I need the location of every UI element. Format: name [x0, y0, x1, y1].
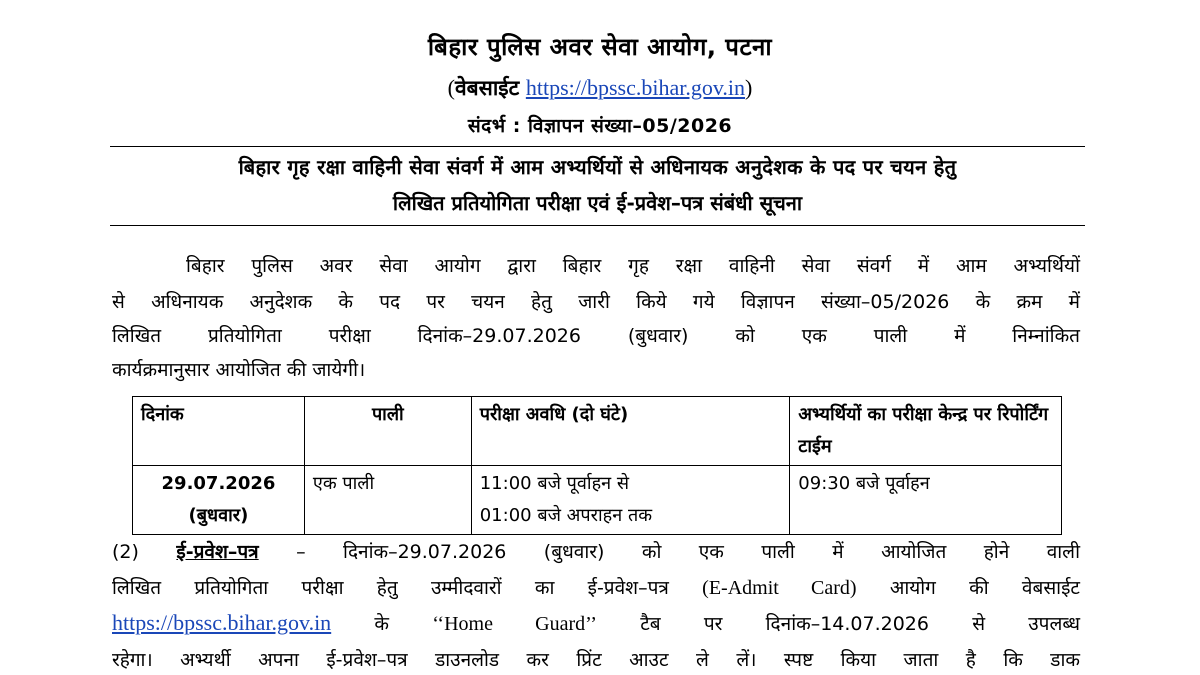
- section2-line-4: रहेगा। अभ्यर्थी अपना ई-प्रवेश–पत्र डाउनलोड कर प्रिंट आउट ले लें। स्पष्ट किया जाता है कि डाक: [112, 649, 1080, 671]
- section2-line-3: [112, 610, 1080, 636]
- website-link-inline[interactable]: https://bpssc.bihar.gov.in: [112, 610, 332, 635]
- intro-line-1: बिहार पुलिस अवर सेवा आयोग द्वारा बिहार गृह रक्षा वाहिनी सेवा संवर्ग में आम अभ्यर्थियों: [186, 255, 1080, 277]
- section2-line-3-text-a: के: [374, 613, 390, 635]
- exam-day: (बुधवार): [188, 505, 249, 526]
- section2-line-2: [112, 574, 1080, 600]
- section2-line-3-text-b: टैब पर दिनांक–14.07.2026 से उपलब्ध: [640, 613, 1081, 635]
- cell-duration: [471, 466, 790, 535]
- subject-line-1: बिहार गृह रक्षा वाहिनी सेवा संवर्ग में आम अभ्यर्थियों से अधिनायक अनुदेशक के पद पर चयन हेतु: [238, 155, 957, 179]
- cell-shift: एक पाली: [304, 466, 471, 535]
- table-header-row: [133, 397, 1062, 466]
- section2-line-1: [112, 538, 1080, 564]
- subject-line-2: लिखित प्रतियोगिता परीक्षा एवं ई-प्रवेश–पत्र संबंधी सूचना: [392, 191, 803, 215]
- duration-start: 11:00 बजे पूर्वाहन से: [479, 473, 630, 494]
- reference-number: संदर्भ : विज्ञापन संख्या–05/2026: [467, 115, 733, 137]
- home-guard-tab-label: ‘‘Home Guard’’: [432, 613, 597, 635]
- duration-end: 01:00 बजे अपराहन तक: [479, 505, 653, 526]
- intro-line-4: कार्यक्रमानुसार आयोजित की जायेगी।: [112, 359, 366, 381]
- intro-line-2: से अधिनायक अनुदेशक के पद पर चयन हेतु जारी किये गये विज्ञापन संख्या–05/2026 के क्रम में: [112, 291, 1080, 313]
- section-number: (2): [112, 541, 139, 563]
- cell-reporting-time: 09:30 बजे पूर्वाहन: [790, 466, 1062, 535]
- section2-line-2-text-b: आयोग की वेबसाईट: [889, 577, 1080, 599]
- page-title: बिहार पुलिस अवर सेवा आयोग, पटना: [427, 33, 773, 61]
- header-date: दिनांक: [133, 397, 305, 466]
- subject-box: [110, 146, 1085, 226]
- section-heading: ई-प्रवेश–पत्र: [176, 541, 259, 563]
- e-admit-card-label: (E-Admit Card): [702, 577, 857, 599]
- header-shift: पाली: [304, 397, 471, 466]
- section2-line-1-text: – दिनांक–29.07.2026 (बुधवार) को एक पाली में आयोजित होने वाली: [296, 541, 1080, 563]
- cell-date: [133, 466, 305, 535]
- intro-line-3: लिखित प्रतियोगिता परीक्षा दिनांक–29.07.2026 (बुधवार) को एक पाली में निम्नांकित: [112, 325, 1080, 347]
- header-reporting-time: अभ्यर्थियों का परीक्षा केन्द्र पर रिपोर्टिंग टाईम: [790, 397, 1062, 466]
- website-label: वेबसाईट: [454, 76, 520, 100]
- section2-line-2-text-a: लिखित प्रतियोगिता परीक्षा हेतु उम्मीदवारों का ई-प्रवेश–पत्र: [112, 577, 669, 599]
- website-line: (वेबसाईट https://bpssc.bihar.gov.in): [447, 75, 753, 100]
- header-duration: परीक्षा अवधि (दो घंटे): [471, 397, 790, 466]
- exam-schedule-table: [132, 396, 1062, 535]
- website-link[interactable]: https://bpssc.bihar.gov.in: [525, 75, 746, 100]
- table-row: [133, 466, 1062, 535]
- exam-date: 29.07.2026: [161, 473, 276, 494]
